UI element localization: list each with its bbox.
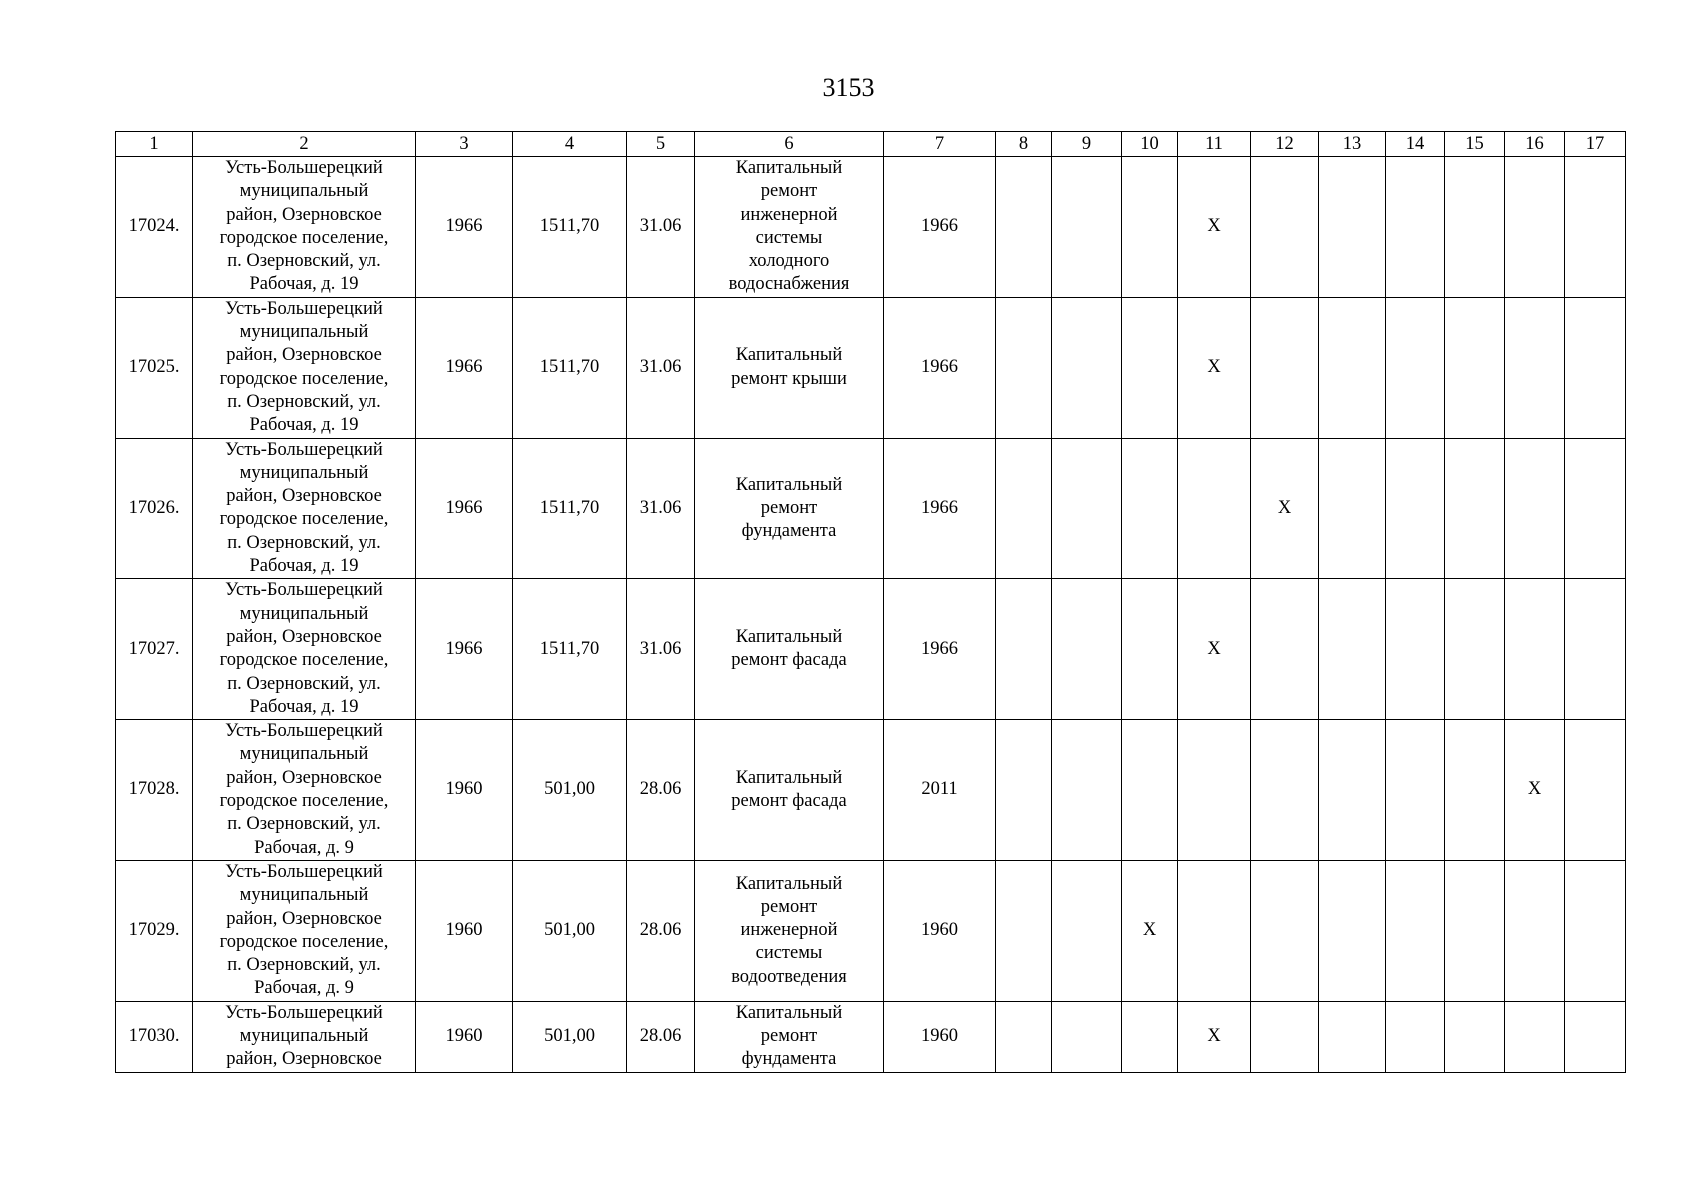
address-cell — [193, 1001, 416, 1072]
register-table-wrapper — [115, 131, 1625, 1073]
column-header-3: 3 — [416, 132, 513, 157]
repair-year-text: 1966 — [921, 497, 958, 518]
repair-year-cell — [884, 720, 996, 861]
col-16-cell — [1505, 157, 1565, 298]
row-number — [116, 1001, 193, 1072]
col-14-cell — [1386, 1001, 1445, 1072]
repair-year-cell — [884, 579, 996, 720]
area-cell — [513, 720, 627, 861]
work-type-text: Капитальный ремонт фасада — [731, 767, 847, 812]
col-16-cell — [1505, 438, 1565, 579]
work-type-cell — [695, 720, 884, 861]
row-number — [116, 720, 193, 861]
work-type-cell — [695, 1001, 884, 1072]
col-15-cell — [1445, 579, 1505, 720]
wear-cell — [627, 1001, 695, 1072]
year-built-cell — [416, 1001, 513, 1072]
column-header-16: 16 — [1505, 132, 1565, 157]
table-row — [116, 438, 1626, 579]
col-11-cell — [1178, 579, 1251, 720]
col-9-cell — [1052, 579, 1122, 720]
work-type-cell — [695, 860, 884, 1001]
table-row — [116, 157, 1626, 298]
wear-cell — [627, 579, 695, 720]
wear-text: 28.06 — [639, 920, 682, 941]
col-8-cell — [996, 860, 1052, 1001]
col-13-cell — [1319, 157, 1386, 298]
col-13-cell — [1319, 720, 1386, 861]
col-9-cell — [1052, 1001, 1122, 1072]
repair-year-cell — [884, 860, 996, 1001]
row-number-text: 17024. — [128, 216, 180, 237]
table-row — [116, 860, 1626, 1001]
table-body — [116, 157, 1626, 1073]
year-built-cell — [416, 579, 513, 720]
col-8-cell — [996, 157, 1052, 298]
year-built-text: 1966 — [445, 216, 483, 237]
col-16-text: X — [1527, 779, 1542, 800]
col-12-text: X — [1277, 497, 1292, 518]
column-header-2: 2 — [193, 132, 416, 157]
area-text: 501,00 — [544, 920, 595, 941]
address-text: Усть-Большерецкий муниципальный район, Озерновское городское поселение, п. Озерновский, ул. Рабочая, д. 9 — [219, 721, 389, 858]
column-header-7: 7 — [884, 132, 996, 157]
wear-cell — [627, 860, 695, 1001]
address-text: Усть-Большерецкий муниципальный район, Озерновское городское поселение, п. Озерновский, ул. Рабочая, д. 19 — [219, 439, 389, 577]
col-16-cell — [1505, 720, 1565, 861]
col-11-text: X — [1207, 1025, 1221, 1046]
col-9-cell — [1052, 860, 1122, 1001]
col-14-cell — [1386, 860, 1445, 1001]
row-number-text: 17025. — [128, 357, 180, 378]
row-number — [116, 860, 193, 1001]
year-built-text: 1966 — [445, 497, 483, 518]
work-type-text: Капитальный ремонт фундамента — [735, 474, 843, 542]
col-15-cell — [1445, 438, 1505, 579]
table-row — [116, 1001, 1626, 1072]
col-10-cell — [1122, 1001, 1178, 1072]
year-built-text: 1960 — [445, 779, 483, 800]
repair-year-cell — [884, 1001, 996, 1072]
col-10-cell — [1122, 860, 1178, 1001]
wear-text: 31.06 — [639, 638, 682, 659]
row-number-text: 17030. — [128, 1025, 180, 1046]
table-row — [116, 579, 1626, 720]
repair-year-text: 1960 — [921, 1025, 958, 1046]
column-header-17: 17 — [1565, 132, 1626, 157]
col-17-cell — [1565, 157, 1626, 298]
row-number-text: 17028. — [128, 779, 180, 800]
year-built-cell — [416, 157, 513, 298]
work-type-text: Капитальный ремонт фасада — [731, 626, 847, 671]
work-type-text: Капитальный ремонт инженерной системы водоотведения — [731, 873, 847, 987]
work-type-cell — [695, 579, 884, 720]
area-cell — [513, 579, 627, 720]
col-17-cell — [1565, 297, 1626, 438]
col-14-cell — [1386, 297, 1445, 438]
page-number: 3153 — [822, 73, 875, 102]
col-14-cell — [1386, 579, 1445, 720]
address-cell — [193, 438, 416, 579]
col-15-cell — [1445, 157, 1505, 298]
work-type-cell — [695, 157, 884, 298]
address-text: Усть-Большерецкий муниципальный район, Озерновское городское поселение, п. Озерновский, ул. Рабочая, д. 19 — [219, 580, 389, 717]
column-header-1: 1 — [116, 132, 193, 157]
col-12-cell — [1251, 720, 1319, 861]
work-type-text: Капитальный ремонт инженерной системы холодного водоснабжения — [728, 158, 850, 295]
col-17-cell — [1565, 438, 1626, 579]
column-header-5: 5 — [627, 132, 695, 157]
column-header-6: 6 — [695, 132, 884, 157]
column-header-9: 9 — [1052, 132, 1122, 157]
repair-year-cell — [884, 157, 996, 298]
col-16-cell — [1505, 579, 1565, 720]
col-10-cell — [1122, 579, 1178, 720]
column-header-13: 13 — [1319, 132, 1386, 157]
col-12-cell — [1251, 1001, 1319, 1072]
col-11-text: X — [1207, 638, 1221, 659]
col-14-cell — [1386, 157, 1445, 298]
year-built-text: 1966 — [445, 638, 483, 659]
column-header-8: 8 — [996, 132, 1052, 157]
wear-text: 31.06 — [639, 497, 682, 518]
col-11-cell — [1178, 720, 1251, 861]
repair-year-cell — [884, 297, 996, 438]
wear-cell — [627, 157, 695, 298]
address-cell — [193, 157, 416, 298]
address-cell — [193, 579, 416, 720]
col-11-text: X — [1207, 216, 1221, 237]
repair-year-text: 2011 — [921, 779, 958, 800]
col-12-cell — [1251, 438, 1319, 579]
column-header-11: 11 — [1178, 132, 1251, 157]
wear-cell — [627, 438, 695, 579]
area-cell — [513, 1001, 627, 1072]
row-number-text: 17029. — [128, 920, 180, 941]
col-12-cell — [1251, 579, 1319, 720]
wear-text: 28.06 — [639, 779, 682, 800]
work-type-cell — [695, 297, 884, 438]
address-cell — [193, 860, 416, 1001]
year-built-cell — [416, 438, 513, 579]
col-15-cell — [1445, 297, 1505, 438]
col-12-cell — [1251, 297, 1319, 438]
col-10-cell — [1122, 157, 1178, 298]
row-number — [116, 297, 193, 438]
repair-year-cell — [884, 438, 996, 579]
col-10-cell — [1122, 438, 1178, 579]
area-cell — [513, 297, 627, 438]
wear-cell — [627, 297, 695, 438]
address-text: Усть-Большерецкий муниципальный район, Озерновское городское поселение, п. Озерновский, ул. Рабочая, д. 9 — [219, 861, 389, 999]
area-text: 1511,70 — [539, 357, 600, 378]
address-text: Усть-Большерецкий муниципальный район, Озерновское городское поселение, п. Озерновский, ул. Рабочая, д. 19 — [219, 298, 389, 436]
row-number-text: 17027. — [128, 638, 180, 659]
col-13-cell — [1319, 297, 1386, 438]
col-15-cell — [1445, 860, 1505, 1001]
wear-text: 31.06 — [639, 357, 682, 378]
work-type-cell — [695, 438, 884, 579]
column-header-10: 10 — [1122, 132, 1178, 157]
col-8-cell — [996, 297, 1052, 438]
table-header — [116, 132, 1626, 157]
work-type-text: Капитальный ремонт крыши — [731, 345, 847, 389]
col-17-cell — [1565, 579, 1626, 720]
wear-text: 31.06 — [639, 216, 682, 237]
col-12-cell — [1251, 860, 1319, 1001]
col-10-cell — [1122, 720, 1178, 861]
column-header-4: 4 — [513, 132, 627, 157]
address-text: Усть-Большерецкий муниципальный район, Озерновское городское поселение, п. Озерновский, ул. Рабочая, д. 19 — [219, 158, 389, 295]
row-number — [116, 157, 193, 298]
wear-cell — [627, 720, 695, 861]
col-9-cell — [1052, 720, 1122, 861]
area-cell — [513, 157, 627, 298]
col-11-text: X — [1207, 357, 1221, 378]
col-11-cell — [1178, 438, 1251, 579]
col-8-cell — [996, 1001, 1052, 1072]
address-cell — [193, 720, 416, 861]
year-built-cell — [416, 720, 513, 861]
col-12-cell — [1251, 157, 1319, 298]
col-10-cell — [1122, 297, 1178, 438]
col-11-cell — [1178, 157, 1251, 298]
col-11-cell — [1178, 860, 1251, 1001]
col-17-cell — [1565, 720, 1626, 861]
col-10-text: X — [1142, 920, 1157, 941]
col-11-cell — [1178, 297, 1251, 438]
col-16-cell — [1505, 297, 1565, 438]
address-text: Усть-Большерецкий муниципальный район, Озерновское — [225, 1002, 383, 1070]
area-text: 501,00 — [544, 779, 595, 800]
area-text: 1511,70 — [539, 216, 600, 237]
col-17-cell — [1565, 860, 1626, 1001]
address-cell — [193, 297, 416, 438]
row-number — [116, 579, 193, 720]
col-9-cell — [1052, 438, 1122, 579]
col-13-cell — [1319, 438, 1386, 579]
repair-year-text: 1966 — [921, 216, 958, 237]
register-table — [115, 131, 1626, 1073]
col-14-cell — [1386, 720, 1445, 861]
table-row — [116, 297, 1626, 438]
area-cell — [513, 860, 627, 1001]
col-8-cell — [996, 438, 1052, 579]
col-13-cell — [1319, 860, 1386, 1001]
col-15-cell — [1445, 1001, 1505, 1072]
col-11-cell — [1178, 1001, 1251, 1072]
table-row — [116, 720, 1626, 861]
column-header-15: 15 — [1445, 132, 1505, 157]
repair-year-text: 1960 — [921, 920, 958, 941]
column-header-12: 12 — [1251, 132, 1319, 157]
work-type-text: Капитальный ремонт фундамента — [735, 1002, 843, 1070]
year-built-cell — [416, 860, 513, 1001]
year-built-text: 1960 — [445, 1025, 483, 1046]
wear-text: 28.06 — [639, 1025, 682, 1046]
year-built-text: 1966 — [445, 357, 483, 378]
col-8-cell — [996, 579, 1052, 720]
col-16-cell — [1505, 1001, 1565, 1072]
col-17-cell — [1565, 1001, 1626, 1072]
area-text: 1511,70 — [539, 638, 600, 659]
repair-year-text: 1966 — [921, 638, 958, 659]
column-header-14: 14 — [1386, 132, 1445, 157]
col-9-cell — [1052, 297, 1122, 438]
year-built-text: 1960 — [445, 920, 483, 941]
col-16-cell — [1505, 860, 1565, 1001]
area-text: 501,00 — [544, 1025, 595, 1046]
row-number — [116, 438, 193, 579]
header-row — [116, 132, 1626, 157]
repair-year-text: 1966 — [921, 357, 958, 378]
col-8-cell — [996, 720, 1052, 861]
col-13-cell — [1319, 579, 1386, 720]
row-number-text: 17026. — [128, 497, 180, 518]
year-built-cell — [416, 297, 513, 438]
col-14-cell — [1386, 438, 1445, 579]
col-13-cell — [1319, 1001, 1386, 1072]
area-cell — [513, 438, 627, 579]
col-15-cell — [1445, 720, 1505, 861]
col-9-cell — [1052, 157, 1122, 298]
area-text: 1511,70 — [539, 497, 600, 518]
